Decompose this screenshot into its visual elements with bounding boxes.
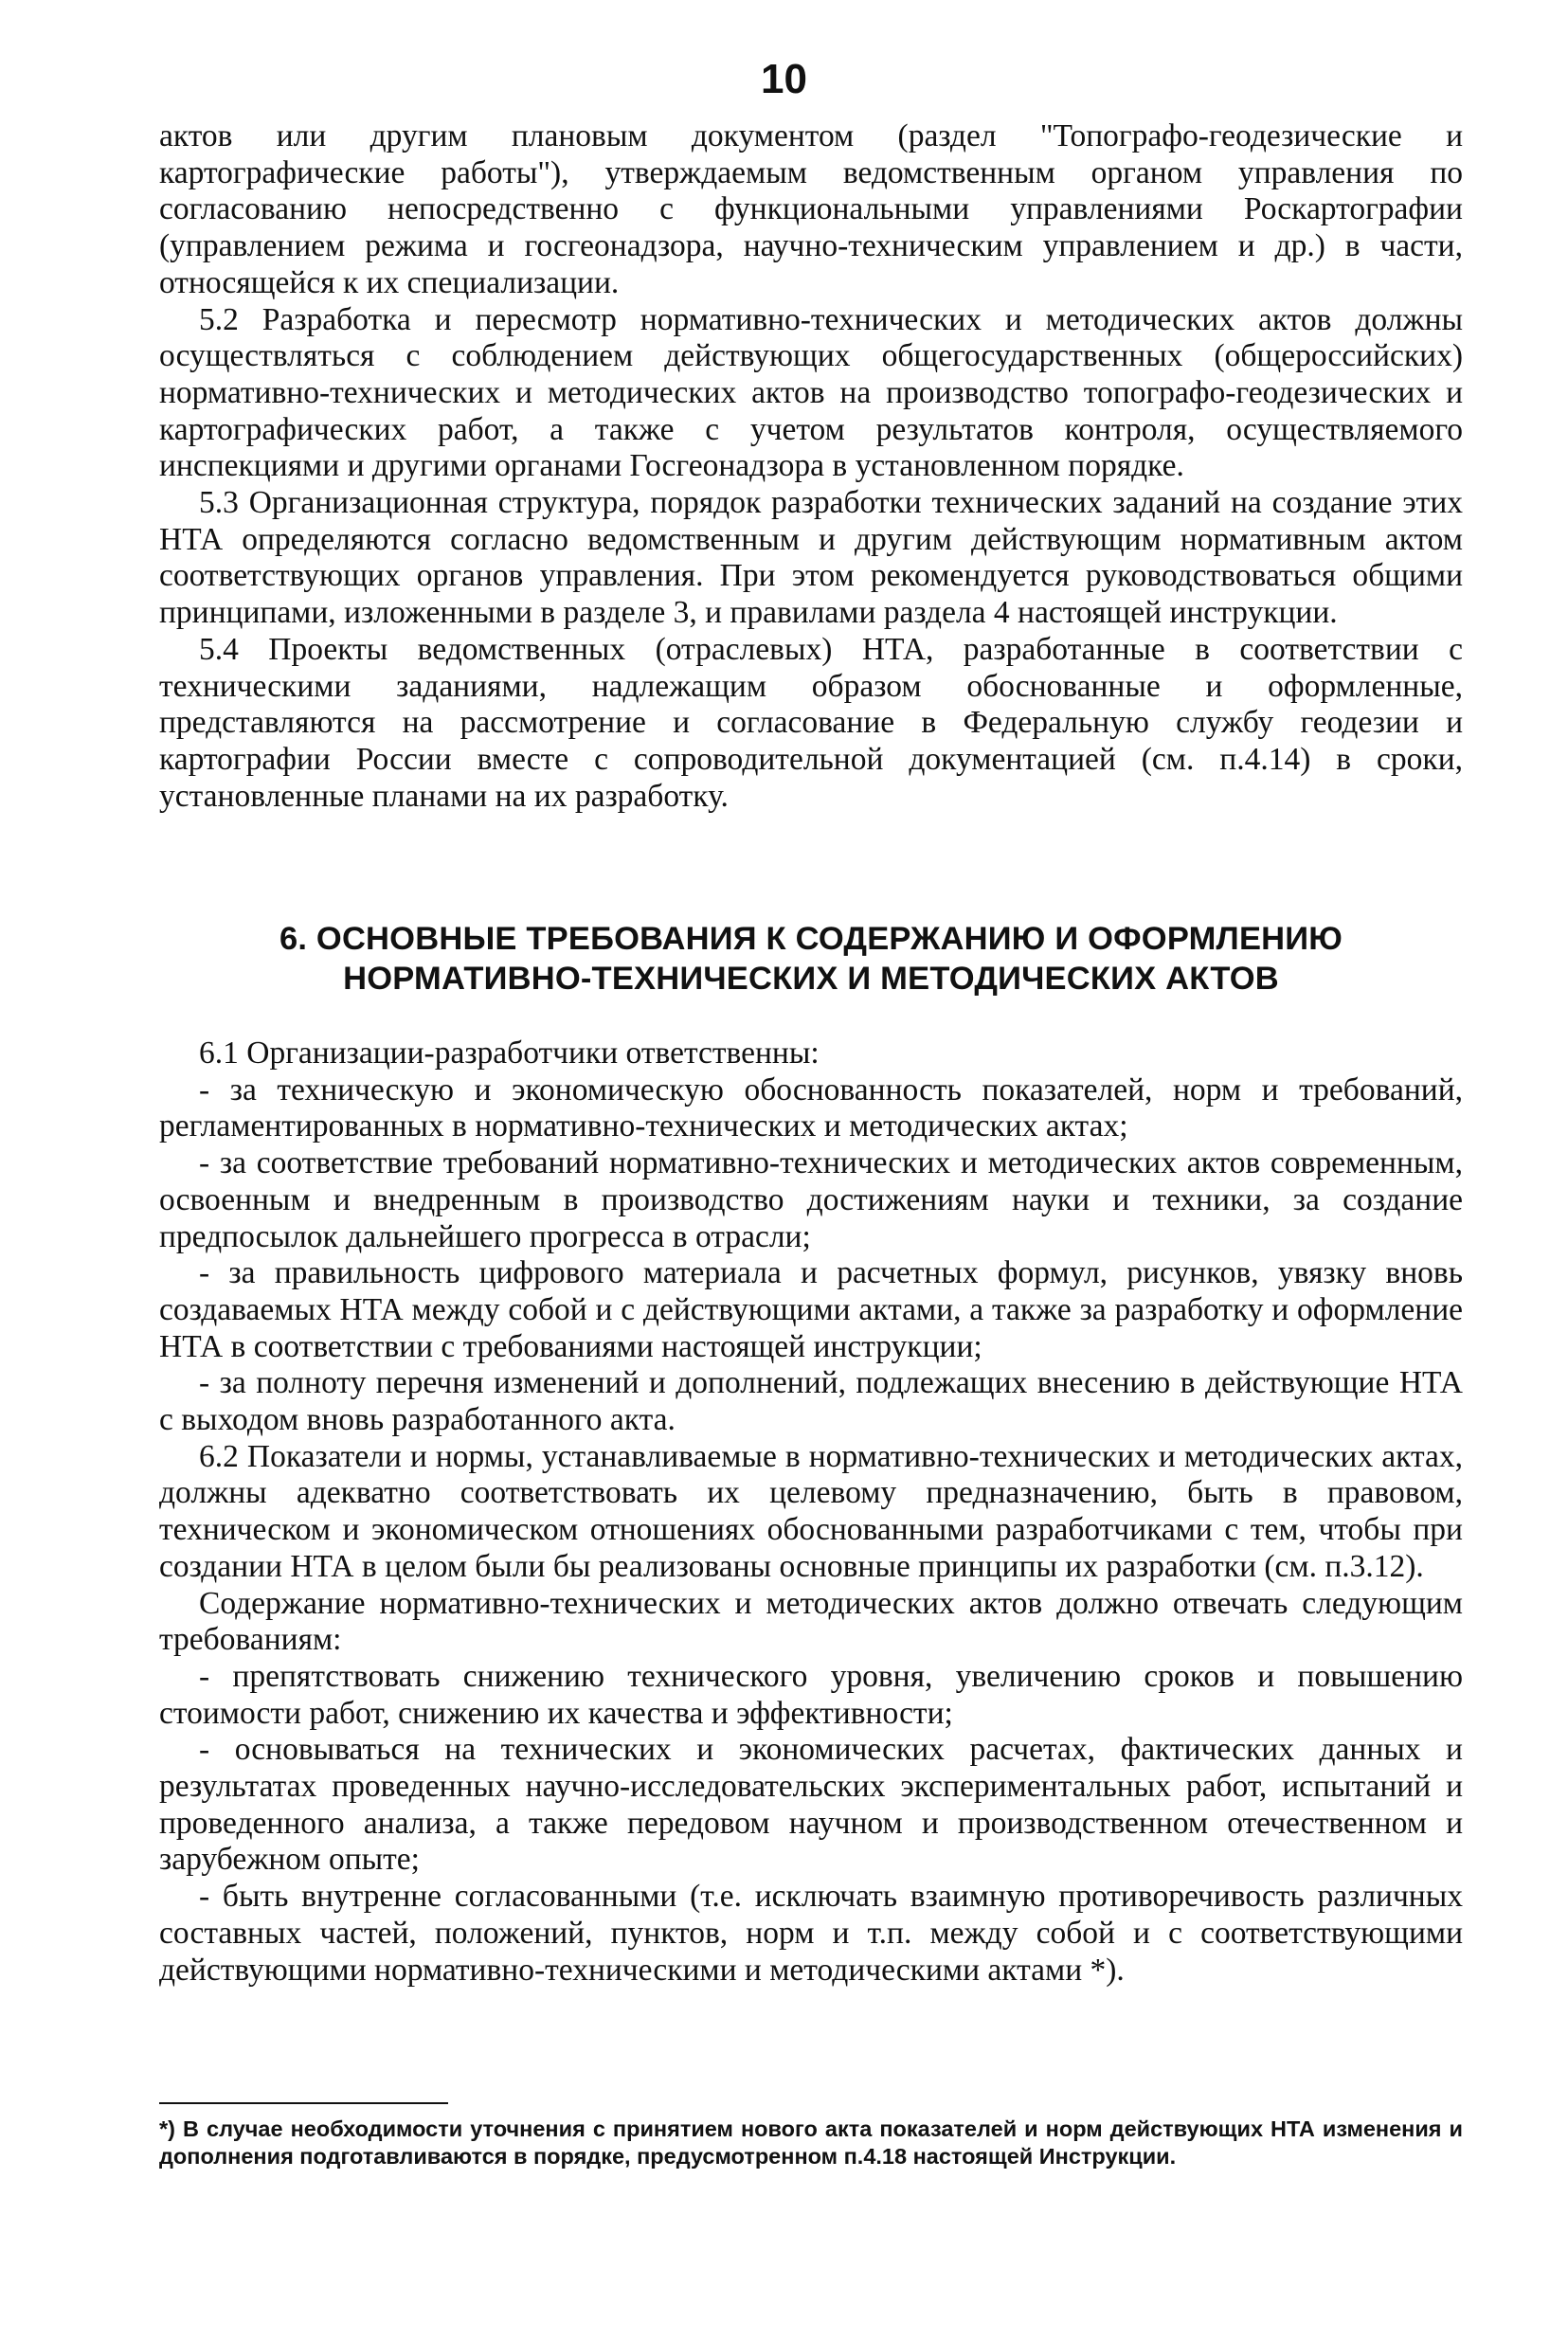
- footnote-divider: [159, 2102, 448, 2104]
- paragraph-6-1-intro: 6.1 Организации-разработчики ответственны:: [199, 1035, 820, 1071]
- list-item: - основываться на технических и экономических расчетах, фактических данных и результатах проведенных научно-исследовательских экспериментальных работ, испытаний и проведенного анализа, а также передовом научном и производственном отечественном и зарубежном опыте;: [159, 1732, 1463, 1878]
- section-6-heading-line-2: НОРМАТИВНО-ТЕХНИЧЕСКИХ И МЕТОДИЧЕСКИХ АКТОВ: [343, 961, 1279, 997]
- section-5-text: [159, 118, 1463, 815]
- section-6-heading-line-1: 6. ОСНОВНЫЕ ТРЕБОВАНИЯ К СОДЕРЖАНИЮ И ОФОРМЛЕНИЮ: [279, 921, 1343, 957]
- list-item: - за техническую и экономическую обоснованность показателей, норм и требований, регламентированных в нормативно-технических и методических актах;: [159, 1071, 1463, 1144]
- list-item: - быть внутренне согласованными (т.е. исключать взаимную противоречивость различных составных частей, положений, пунктов, норм и т.п. между собой и с соответствующими действующими нормативно-техническими и методическими актами *).: [159, 1879, 1463, 1988]
- section-5-continuation: актов или другим плановым документом (раздел "Топографо-геодезические и картографические работы"), утверждаемым ведомственным органом управления по согласованию непосредственно с функциональными управлениями Роскартографии (управлением режима и госгеонадзора, научно-техническим управлением и др.) в части, относящейся к их специализации.: [159, 118, 1463, 300]
- section-6-text: [159, 1035, 1463, 1989]
- footnote: *) В случае необходимости уточнения с принятием нового акта показателей и норм действующих НТА изменения и дополнения подготавливаются в порядке, предусмотренном п.4.18 настоящей Инструкции.: [159, 2116, 1463, 2169]
- list-item: - препятствовать снижению технического уровня, увеличению сроков и повышению стоимости работ, снижению их качества и эффективности;: [159, 1658, 1463, 1731]
- paragraph-5-3: 5.3 Организационная структура, порядок разработки технических заданий на создание этих НТА определяются согласно ведомственным и другим действующим нормативным актом соответствующих органов управления. При этом рекомендуется руководствоваться общими принципами, изложенными в разделе 3, и правилами раздела 4 настоящей инструкции.: [159, 485, 1463, 631]
- section-6-heading: [159, 919, 1463, 999]
- paragraph-5-4: 5.4 Проекты ведомственных (отраслевых) НТА, разработанные в соответствии с техническими заданиями, надлежащим образом обоснованные и оформленные, представляются на рассмотрение и согласование в Федеральную службу геодезии и картографии России вместе с сопроводительной документацией (см. п.4.14) в сроки, установленные планами на их разработку.: [159, 631, 1463, 814]
- paragraph-6-2: 6.2 Показатели и нормы, устанавливаемые в нормативно-технических и методических актах, должны адекватно соответствовать их целевому предназначению, быть в правовом, техническом и экономическом отношениях обоснованными разработчиками с тем, чтобы при создании НТА в целом были бы реализованы основные принципы их разработки (см. п.3.12).: [159, 1438, 1463, 1584]
- page-number: 10: [761, 56, 807, 102]
- list-item: - за правильность цифрового материала и расчетных формул, рисунков, увязку вновь создаваемых НТА между собой и с действующими актами, а также за разработку и оформление НТА в соответствии с требованиями настоящей инструкции;: [159, 1255, 1463, 1364]
- content-requirements-intro: Содержание нормативно-технических и методических актов должно отвечать следующим требованиям:: [159, 1585, 1463, 1658]
- paragraph-5-2: 5.2 Разработка и пересмотр нормативно-технических и методических актов должны осуществляться с соблюдением действующих общегосударственных (общероссийских) нормативно-технических и методических актов на производство топографо-геодезических и картографических работ, а также с учетом результатов контроля, осуществляемого инспекциями и другими органами Госгеонадзора в установленном порядке.: [159, 301, 1463, 484]
- list-item: - за полноту перечня изменений и дополнений, подлежащих внесению в действующие НТА с выходом вновь разработанного акта.: [159, 1365, 1463, 1438]
- list-item: - за соответствие требований нормативно-технических и методических актов современным, освоенным и внедренным в производство достижениям науки и техники, за создание предпосылок дальнейшего прогресса в отрасли;: [159, 1145, 1463, 1254]
